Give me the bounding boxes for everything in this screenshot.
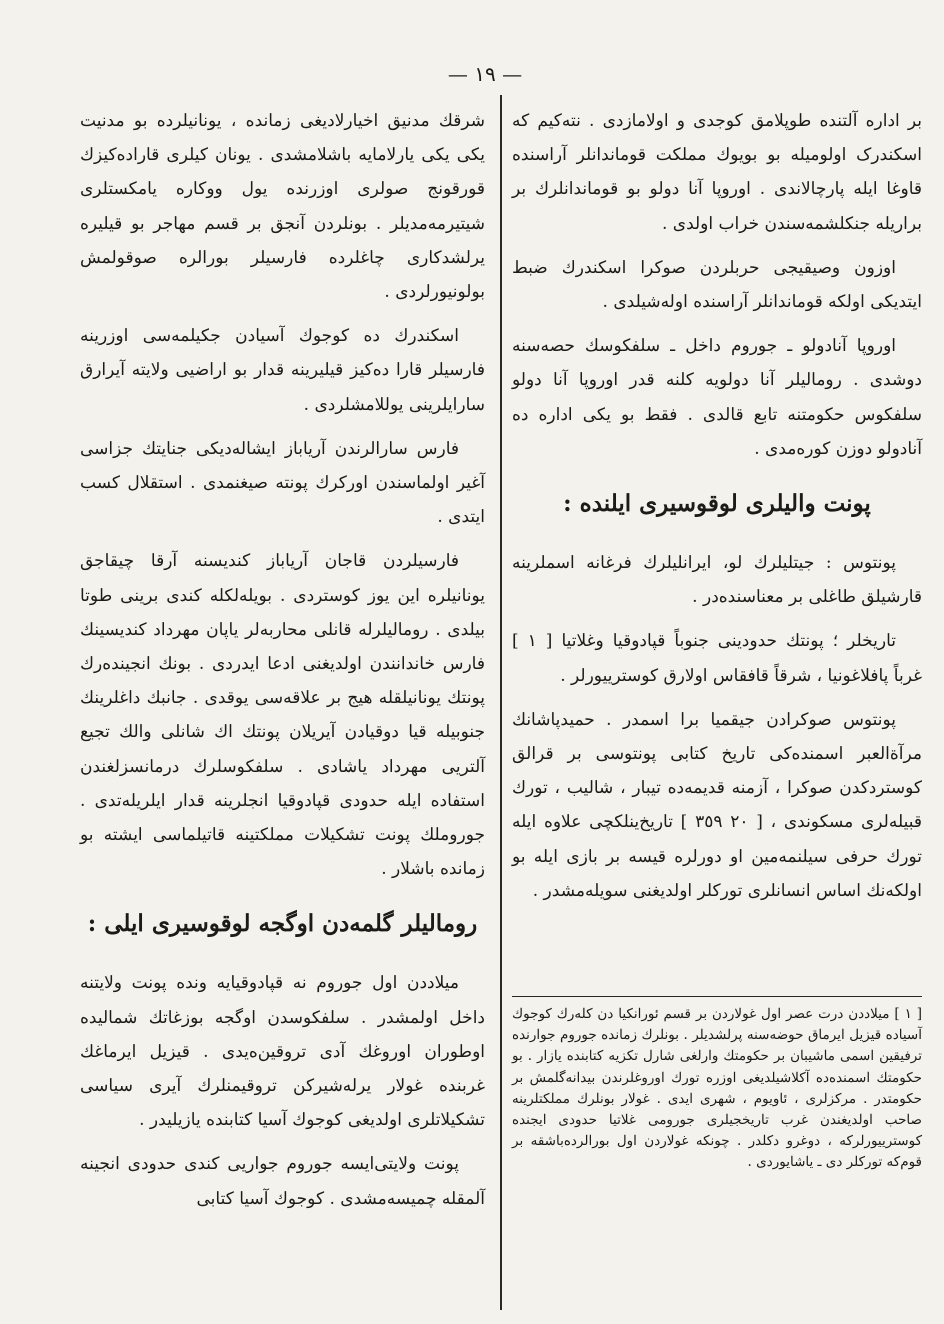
right-column (512, 104, 922, 918)
left-paragraph-5: ميلاددن اول جوروم نه قپادوقيايه ونده پونت ولايتنه داخل اولمشدر . سلفکوسدن اوگجه بوزغاتك شماليده اوطوران اوروغك آدی تروقين‌ه‌يدی . قيزيل ايرماغك غربنده غولار يرله‌شيرکن تروقيمنلرك آيری سياسی تشکيلاتلری اولديغی کوجوك آسيا کتابنده يازيليدر . (80, 973, 485, 1131)
left-paragraph-3: فارس سارالرندن آرياباز ايشاله‌ديکی جنايتك جزاسی آغير اولماسندن اورکرك پونته صيغنمدی . استقلال کسب ايتدی . (80, 438, 485, 528)
footnote-divider (512, 996, 922, 997)
right-paragraph-6: پونتوس صوکرادن جیقمیا برا اسمدر . حمیدپاشانك مرآةالعبر اسمنده‌کی تاریخ کتابی پونتوسی بر قرالق کوستردکدن صوکرا ، آزمنه قدیمه‌ده تیبار ، شالیب ، تورك قبیله‌لری مسکوندی ، [ ٢٠ ٣٥٩ ] تاریخ‌ینلکچی علاوه ایله تورك حرفی سیلنمه‌مین او دورلره قیسه بر بازی ایله بو اولکه‌نك اساس انسانلری تورکلر اولدیغنی سویله‌مشدر . (512, 709, 922, 901)
left-paragraph-6: پونت ولايتی‌ايسه جوروم جواريی کندی حدودی انجينه آلمقله چميسه‌مشدی . کوجوك آسيا کتابی (80, 1154, 485, 1209)
footnote-text: [ ١ ] میلاددن درت عصر اول غولاردن بر قسم ئورانکیا دن کلەرك کوجوك آسياده قيزيل ايرماق حوضه‌سنه پرلشديلر . بونلرك زمانده جوروم جوارنده ترفيقين اسمی ماشیبان بر حکومتك وارلغی شارل تکزیه کتابنده یازار . بو حکومتك اسمنده‌ده آکلاشیلدیغی اوزره تورك اوروغلرندن بیدانه‌گلمش بر حکومتدر . مرکزلری ، ئاویوم ، شهری ایدی . غولار بونلرك مملکتلرینه صاحب اولدیغندن غرب تاریخجیلری جورومی غلاتیا حدودی ایجنده کوسترییورلرکه ، دوغرو دکلدر . چونکه غولاردن اول بورالرده‌باشقه بر قوم‌که تورکلر دی ـ یاشایوردی . (512, 1006, 922, 1171)
right-paragraph-2: اوزون وصیقیجی حربلردن صوکرا اسکندرك ضبط ایتدیکی اولکه قوماندانلر آراسنده اولەشیلدی . (512, 257, 922, 313)
right-paragraph-5: تاریخلر ؛ پونتك حدودینی جنوباً قپادوقیا وغلاتیا [ ١ ] غرباً پافلاغونیا ، شرقاً قافقاس اولارق کوسترییورلر . (512, 631, 922, 686)
left-paragraph-2: اسکندرك ده کوجوك آسيادن جکيلمه‌سی اوزرينه فارسيلر قارا ده‌کيز قيليرينه قدار بو اراضیی ولايته آيرارق سارايلرينی يوللامشلردی . (80, 326, 485, 415)
section-heading-pontus: پونت واليلری لوقوسيری ايلنده : (563, 490, 871, 518)
footnote (512, 1004, 922, 1174)
right-paragraph-4: پونتوس : جیتلیلرك لو، ایرانلیلرك فرغانه اسملرینه قارشیلق طاغلی بر معناسنده‌در . (512, 553, 922, 608)
left-paragraph-4: فارسيلردن قاجان آرياباز کنديسنه آرقا چيقاجق يونانيلره اين يوز کوستردی . بويله‌لکله کندی برينی طوتا بيلدی . روماليلرله قانلی محاربه‌لر ياپان مهرداد کنديسينك فارس خاندانندن اولديغنی ادعا ايدردی . بونك انجينده‌رك پونتك يونانيلقله هيج بر علاقه‌سی يوقدی . جانبك داغلرينك جنوبيله قيا دوقيادن آيريلان پونتك اك شانلی والك تجيع آلتريی مهرداد ياشادی . سلفکوسلرك درمانسزلغندن استفاده ايله حدودی قپادوقيا انجلرينه قدار ايلريله‌تدی . جوروملك پونت تشکيلات مملکتينه قاتيلماسی ايشته بو زمانده باشلار . (80, 551, 485, 880)
page-number: — ١٩ — (447, 62, 523, 86)
column-divider (500, 95, 502, 1310)
left-paragraph-1: شرقك مدنيق اخيارلاديغی زمانده ، يونانيلرده بو مدنيت يکی يکی يارلامايه باشلامشدی . يونان کيلری قاراده‌کيزك قورقونج صولری اوزرنده يول ووکاره يامکستلری شيتيرمه‌مديلر . بونلردن آنجق بر قسم مهاجر بو قيليره يرلشدکاری چاغلرده فارسيلر بورالره صوقولمش بولونيورلردی . (80, 111, 485, 303)
right-paragraph-3: اوروپا آنادولو ـ جوروم داخل ـ سلفکوسك حصه‌سنه دوشدی . روماليلر آنا دولویه کلنه قدر اوروپا آنا دولو سلفکوس حکومتنه تابع قالدی . فقط بو یکی اداره ده آنادولو دوزن کوره‌مدی . (512, 336, 922, 459)
left-column (80, 104, 485, 1226)
section-heading-before-romans: روماليلر گلمه‌دن اوگجه لوقوسيری ايلی : (87, 910, 478, 938)
right-paragraph-1: بر اداره آلتنده طوپلامق کوجدی و اولامازدی . نته‌کیم که اسکندرک اولومیله بو بویوك مملکت قوماندانلر آراسنده قاوغا ایله پارچالاندی . اوروپا آنا دولو بو قوماندانلرك بر براریله جنکلشمه‌سندن خراب اولدی . (512, 111, 922, 234)
